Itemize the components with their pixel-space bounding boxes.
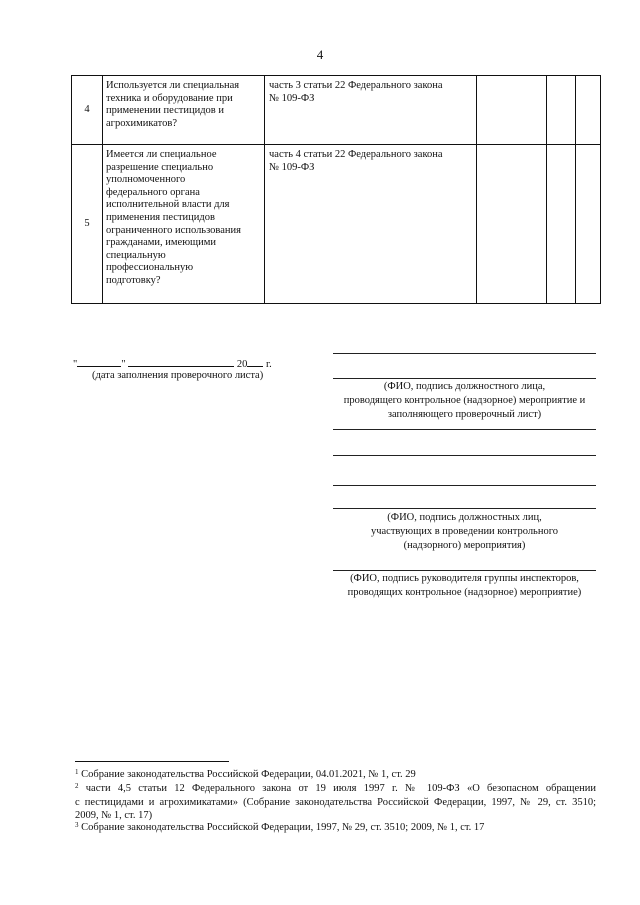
signature-line[interactable] xyxy=(333,455,596,456)
signature-line[interactable] xyxy=(333,429,596,430)
checklist-table xyxy=(71,75,601,304)
day-blank[interactable] xyxy=(77,356,121,367)
date-caption: (дата заполнения проверочного листа) xyxy=(92,370,264,381)
answer-cell-na[interactable] xyxy=(576,76,601,145)
signature-line[interactable] xyxy=(333,508,596,509)
reference-cell: часть 4 статьи 22 Федерального закона № 109-ФЗ xyxy=(265,145,477,304)
page-number: 4 xyxy=(316,47,324,62)
reference-cell: часть 3 статьи 22 Федерального закона № 109-ФЗ xyxy=(265,76,477,145)
participants-signature-caption: (ФИО, подпись должностных лиц, участвующих в проведении контрольного (надзорного) мероприятия) xyxy=(370,512,559,551)
answer-cell-yes[interactable] xyxy=(477,76,547,145)
footnote-2: $^2$ части 4,5 статьи 12 Федерального закона от 19 июля 1997 г. № 109-ФЗ «О безопасном обращении с пестицидами и агрохимикатами» (Собрание законодательства Российской Федерации, 1997, № 29, ст. 3510; 2009, № 1, ст. 17) xyxy=(75,782,596,821)
footnote-3: $^3$ Собрание законодательства Российской Федерации, 1997, № 29, ст. 3510; 2009, № 1, ст. 17 xyxy=(75,821,485,833)
signature-line[interactable] xyxy=(333,485,596,486)
signature-line[interactable] xyxy=(333,570,596,571)
table-row xyxy=(72,76,601,145)
head-signature-caption: (ФИО, подпись руководителя группы инспекторов, проводящих контрольное (надзорное) мероприятие) xyxy=(347,573,582,598)
row-number: 4 xyxy=(72,76,103,145)
row-number: 5 xyxy=(72,145,103,304)
table-row xyxy=(72,145,601,304)
answer-cell-yes[interactable] xyxy=(477,145,547,304)
answer-cell-na[interactable] xyxy=(576,145,601,304)
answer-cell-no[interactable] xyxy=(547,76,576,145)
official-signature-caption: (ФИО, подпись должностного лица, проводящего контрольное (надзорное) мероприятие и заполняющего проверочный лист) xyxy=(343,381,586,420)
question-cell: Имеется ли специальное разрешение специально уполномоченного федерального органа исполнительной власти для применения пестицидов ограниченного использования гражданами, имеющими специальную профессиональную подготовку? xyxy=(103,145,265,304)
signature-line[interactable] xyxy=(333,378,596,379)
signature-line[interactable] xyxy=(333,353,596,354)
question-cell: Используется ли специальная техника и оборудование при применении пестицидов и агрохимикатов? xyxy=(103,76,265,145)
answer-cell-no[interactable] xyxy=(547,145,576,304)
year-blank[interactable] xyxy=(247,356,263,367)
footnote-separator xyxy=(75,761,229,762)
month-blank[interactable] xyxy=(128,356,234,367)
date-fill-line: " " 20 г. xyxy=(73,356,272,370)
footnote-1: $^1$ Собрание законодательства Российской Федерации, 04.01.2021, № 1, ст. 29 xyxy=(75,768,416,780)
